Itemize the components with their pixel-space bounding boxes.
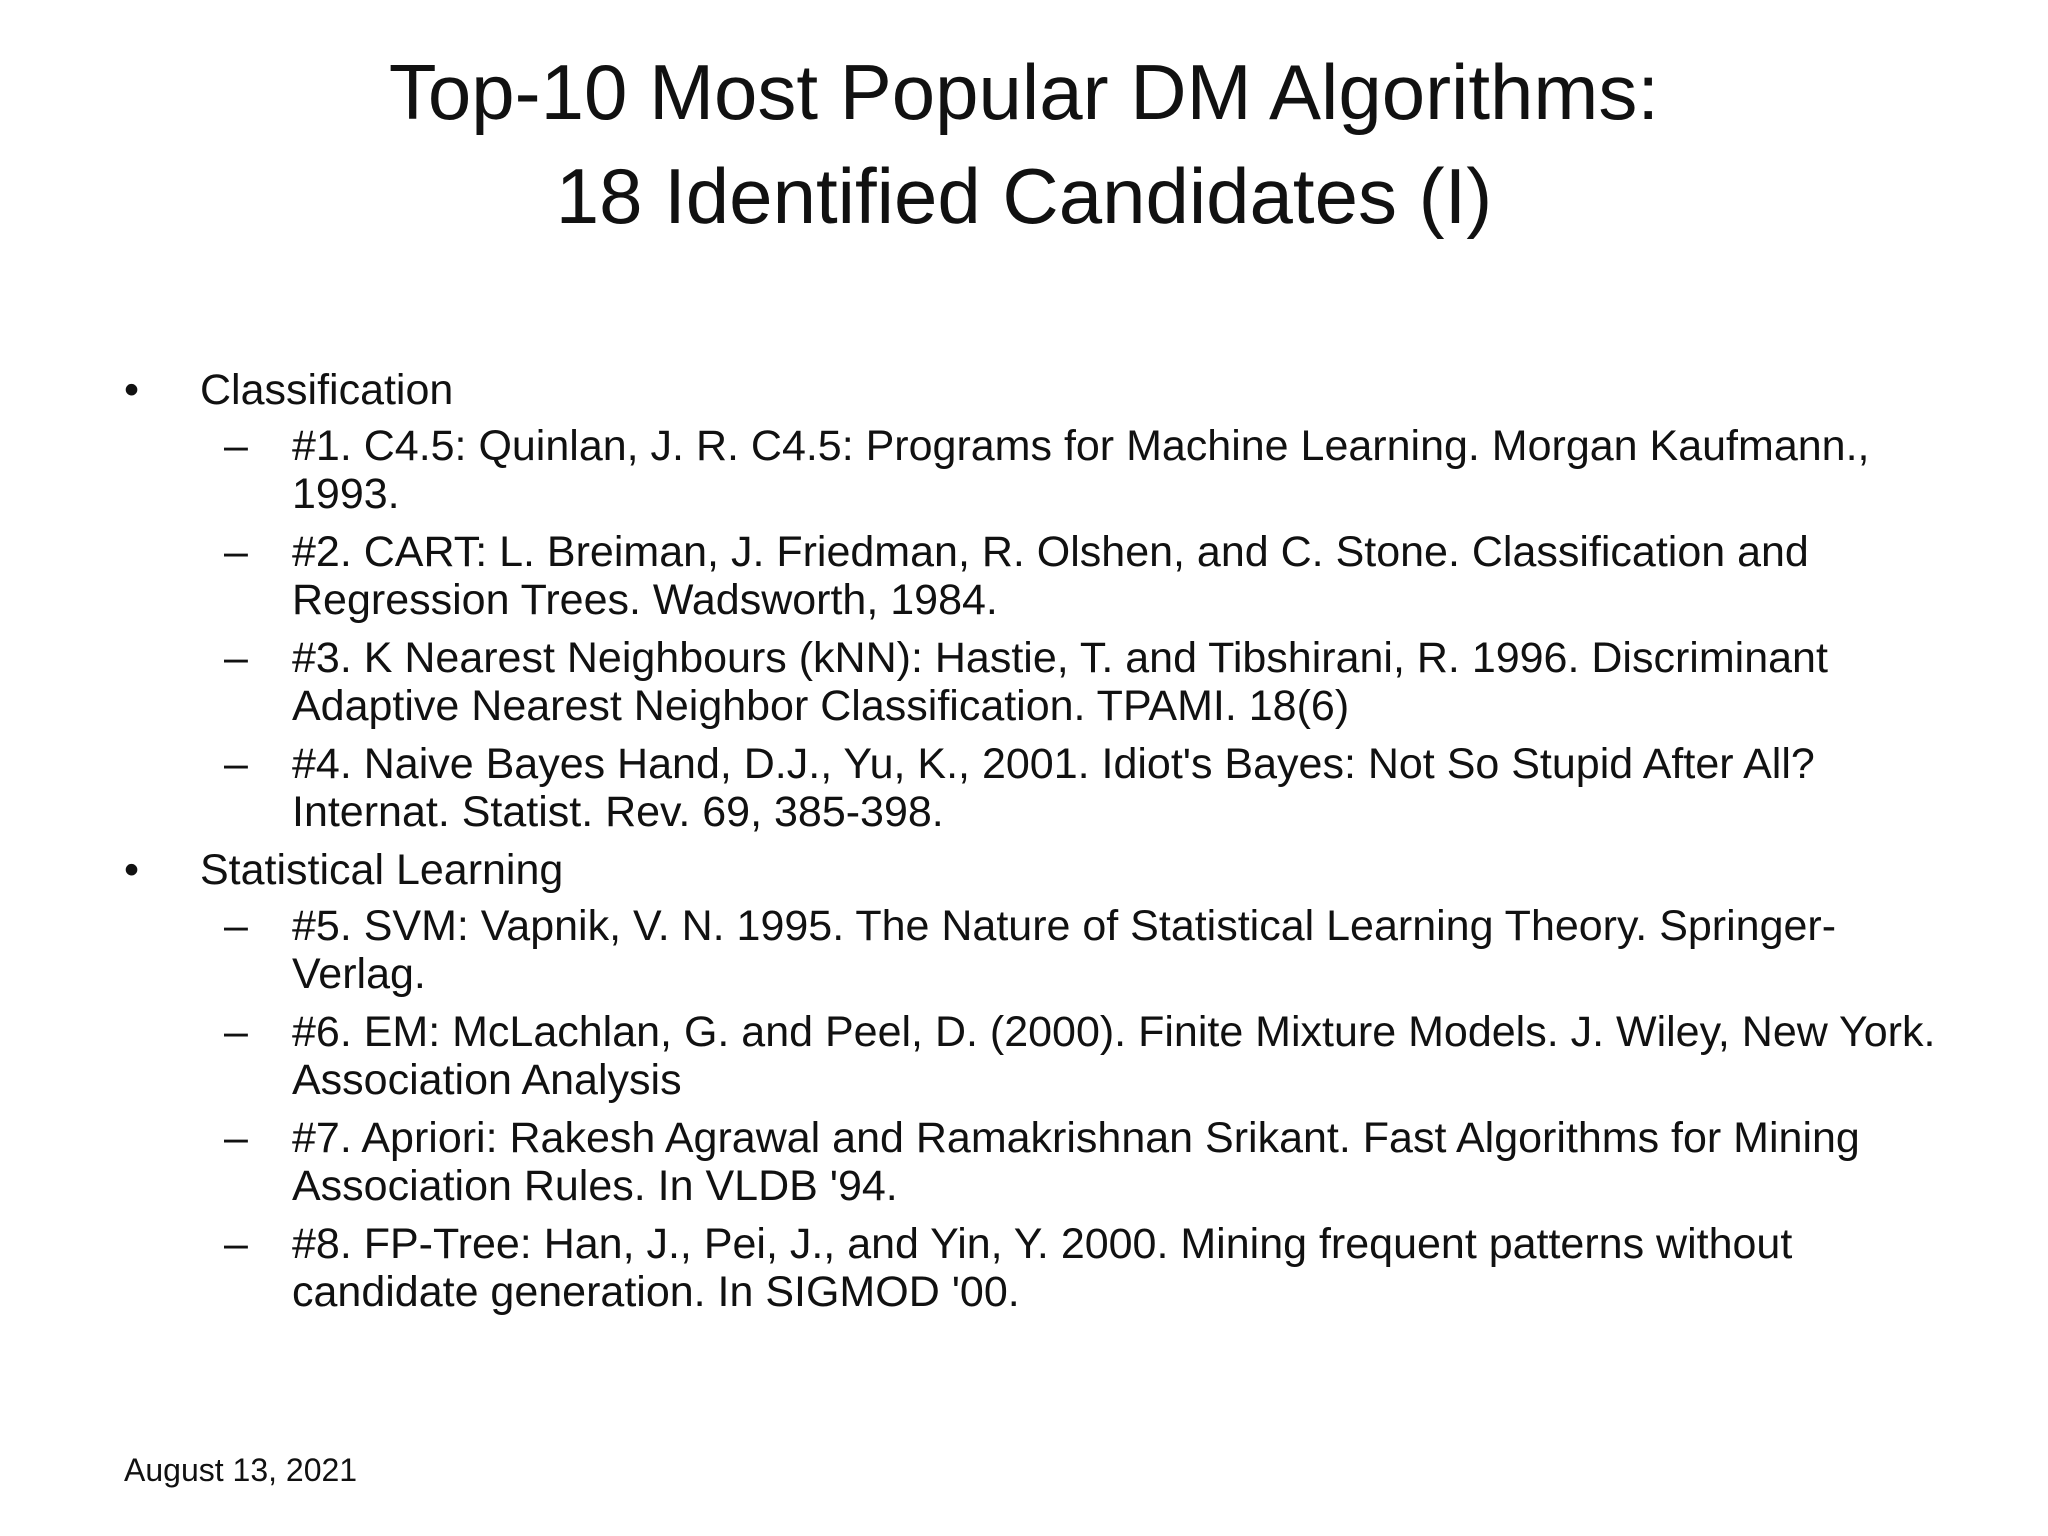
section-classification [120,366,1940,836]
bullet-icon: • [124,846,140,894]
reference-text: #4. Naive Bayes Hand, D.J., Yu, K., 2001. Idiot's Bayes: Not So Stupid After All? Internat. Statist. Rev. 69, 385-398. [292,740,1815,836]
reference-text: #3. K Nearest Neighbours (kNN): Hastie, T. and Tibshirani, R. 1996. Discriminant Adaptive Nearest Neighbor Classification. TPAMI. 18(6) [292,634,1828,730]
reference-text: #7. Apriori: Rakesh Agrawal and Ramakrishnan Srikant. Fast Algorithms for Mining Association Rules. In VLDB '94. [292,1114,1860,1210]
slide-title-line-1: Top-10 Most Popular DM Algorithms: [388,48,1660,136]
dash-icon: – [224,1114,248,1162]
dash-icon: – [224,1008,248,1056]
reference-item [120,1220,1940,1316]
reference-text: #2. CART: L. Breiman, J. Friedman, R. Olshen, and C. Stone. Classification and Regression Trees. Wadsworth, 1984. [292,528,1809,624]
dash-icon: – [224,634,248,682]
reference-item [120,1008,1940,1104]
bullet-icon: • [124,366,140,414]
slide-title [0,40,2048,248]
section-heading: Classification [200,366,454,414]
reference-item [120,1114,1940,1210]
dash-icon: – [224,740,248,788]
reference-item [120,902,1940,998]
dash-icon: – [224,902,248,950]
slide-content [120,366,1940,1326]
reference-list [120,422,1940,836]
dash-icon: – [224,422,248,470]
reference-text: #6. EM: McLachlan, G. and Peel, D. (2000). Finite Mixture Models. J. Wiley, New York. Association Analysis [292,1008,1936,1104]
footer-date: August 13, 2021 [124,1452,358,1488]
dash-icon: – [224,1220,248,1268]
section-statistical-learning [120,846,1940,1316]
reference-item [120,634,1940,730]
reference-item [120,422,1940,518]
section-heading-row [120,846,1940,894]
reference-list [120,902,1940,1316]
reference-text: #8. FP-Tree: Han, J., Pei, J., and Yin, Y. 2000. Mining frequent patterns without candidate generation. In SIGMOD '00. [292,1220,1793,1316]
reference-item [120,740,1940,836]
section-heading: Statistical Learning [200,846,564,894]
section-heading-row [120,366,1940,414]
reference-text: #1. C4.5: Quinlan, J. R. C4.5: Programs for Machine Learning. Morgan Kaufmann., 1993. [292,422,1870,518]
reference-item [120,528,1940,624]
slide-title-line-2: 18 Identified Candidates (I) [555,152,1493,240]
dash-icon: – [224,528,248,576]
reference-text: #5. SVM: Vapnik, V. N. 1995. The Nature of Statistical Learning Theory. Springer-Verlag. [292,902,1837,998]
